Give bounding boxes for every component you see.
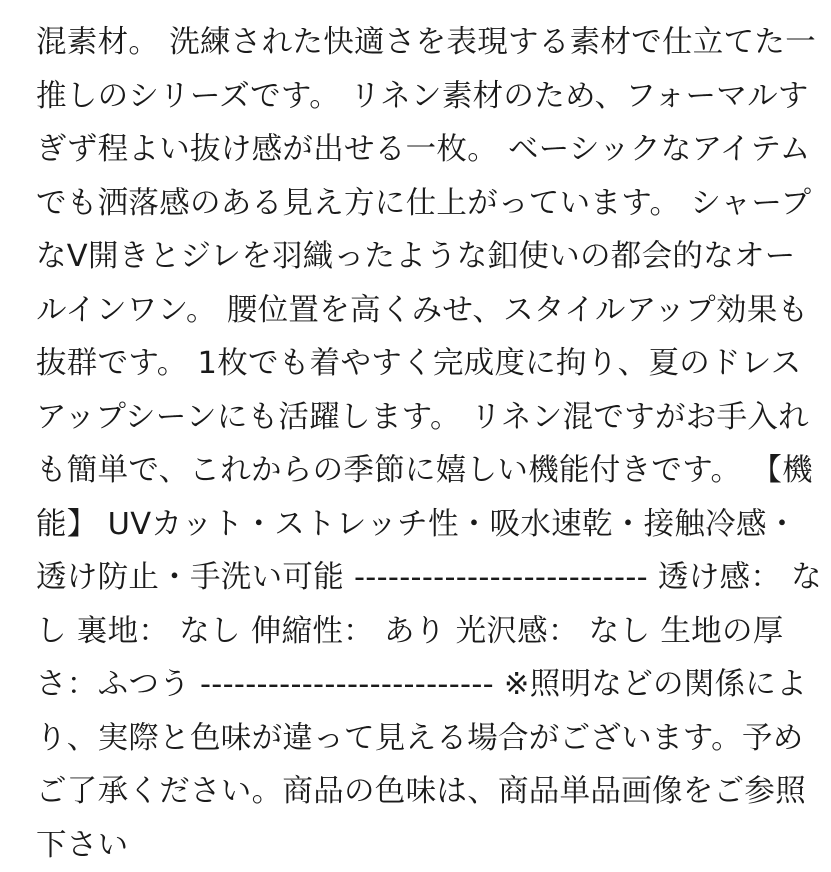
text-line: り、実際と色味が違って見える場合がございます。予め	[36, 712, 816, 766]
text-line: でも洒落感のある見え方に仕上がっています。 シャープ	[36, 177, 816, 231]
text-line: ご了承ください。商品の色味は、商品単品画像をご参照	[36, 765, 816, 819]
text-line: 下さい	[36, 819, 816, 872]
text-line: アップシーンにも活躍します。 リネン混ですがお手入れ	[36, 391, 816, 445]
text-line: 混素材。 洗練された快適さを表現する素材で仕立てた一	[36, 16, 816, 70]
text-line: 透け防止・手洗い可能 -------------------------- 透け感： な	[36, 551, 816, 605]
text-line: さ：ふつう -------------------------- ※照明などの関係によ	[36, 658, 816, 712]
text-line: 能】 UVカット・ストレッチ性・吸水速乾・接触冷感・	[36, 498, 816, 552]
text-line: 推しのシリーズです。 リネン素材のため、フォーマルす	[36, 70, 816, 124]
text-line: も簡単で、これからの季節に嬉しい機能付きです。 【機	[36, 444, 816, 498]
text-line: 抜群です。 1枚でも着やすく完成度に拘り、夏のドレス	[36, 337, 816, 391]
product-description	[36, 16, 816, 872]
text-line: なV開きとジレを羽織ったような釦使いの都会的なオー	[36, 230, 816, 284]
text-line: し 裏地： なし 伸縮性： あり 光沢感： なし 生地の厚	[36, 605, 816, 659]
text-line: ぎず程よい抜け感が出せる一枚。 ベーシックなアイテム	[36, 123, 816, 177]
text-line: ルインワン。 腰位置を高くみせ、スタイルアップ効果も	[36, 284, 816, 338]
